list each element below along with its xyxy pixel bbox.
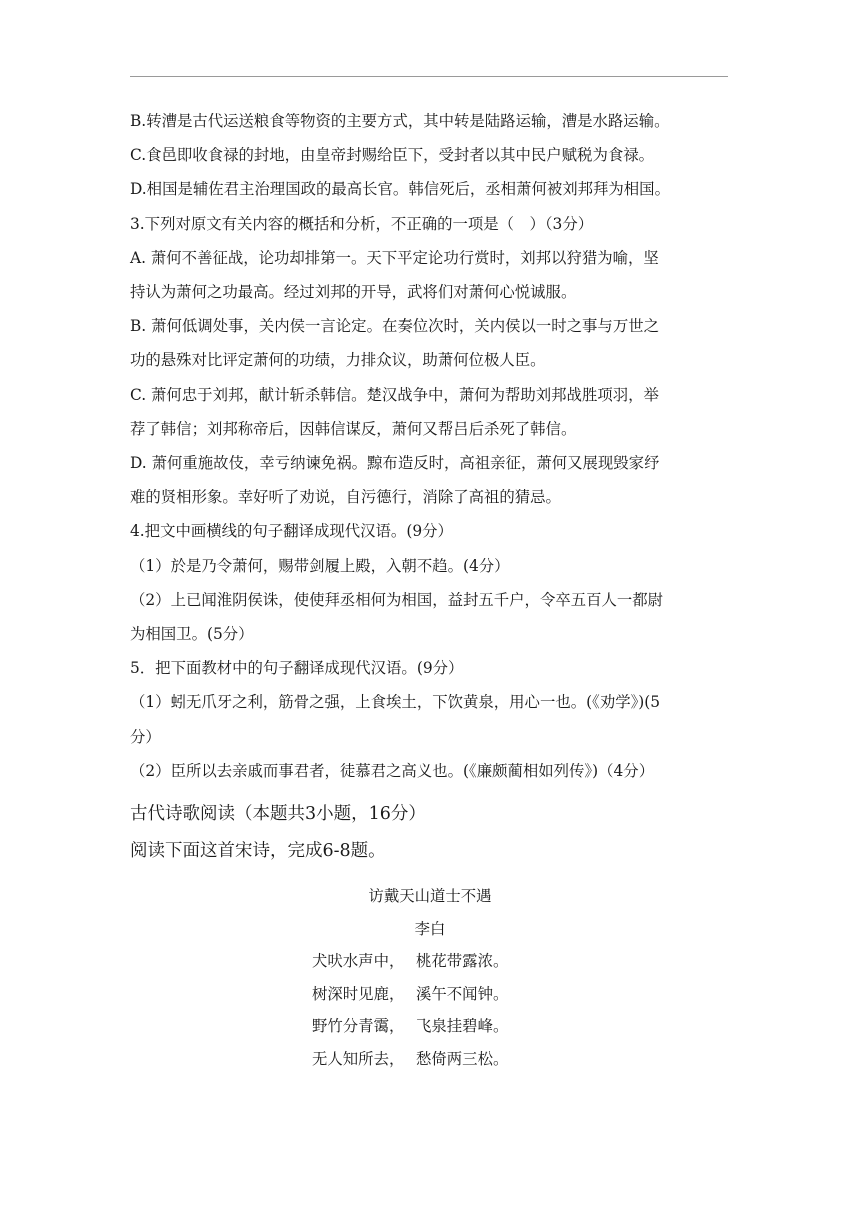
q3-option-c-line1: C. 萧何忠于刘邦，献计斩杀韩信。楚汉战争中，萧何为帮助刘邦战胜项羽，举 <box>130 385 659 404</box>
q3-option-a-line2: 持认为萧何之功最高。经过刘邦的开导，武将们对萧何心悦诚服。 <box>130 283 577 302</box>
question-4-stem: 4.把文中画横线的句子翻译成现代汉语。(9分） <box>130 522 453 541</box>
q3-option-c-line2: 荐了韩信；刘邦称帝后，因韩信谋反，萧何又帮吕后杀死了韩信。 <box>130 419 577 438</box>
poem-line-1-left: 犬吠水声中， <box>312 952 405 971</box>
q5-item-2: （2）臣所以去亲戚而事君者，徒慕君之高义也。(《廉颇蔺相如列传》)（4分） <box>130 761 655 780</box>
q4-item-1: （1）於是乃令萧何，赐带剑履上殿，入朝不趋。(4分） <box>130 556 510 575</box>
option-b-q2: B.转漕是古代运送粮食等物资的主要方式，其中转是陆路运输，漕是水路运输。 <box>130 112 670 130</box>
poem-line-3-left: 野竹分青霭， <box>312 1017 405 1036</box>
document-page <box>130 104 730 1076</box>
poem-line-2-right: 溪午不闻钟。 <box>416 984 509 1003</box>
poem-line-1 <box>130 945 730 978</box>
option-c-q2: C.食邑即收食禄的封地，由皇帝封赐给臣下，受封者以其中民户赋税为食禄。 <box>130 146 655 165</box>
section-title: 古代诗歌阅读（本题共3小题，16分） <box>130 804 426 825</box>
q4-item-2-line2: 为相国卫。(5分） <box>130 625 254 644</box>
poem-line-4 <box>130 1043 730 1076</box>
poem-line-4-left: 无人知所去， <box>312 1050 405 1069</box>
question-3-stem: 3.下列对原文有关内容的概括和分析，不正确的一项是（ ）（3分） <box>130 214 594 233</box>
q5-item-1-line1: （1）蚓无爪牙之利，筋骨之强，上食埃土，下饮黄泉，用心一也。(《劝学》)(5 <box>130 693 661 712</box>
q4-item-2-line1: （2）上已闻淮阴侯诛，使使拜丞相何为相国，益封五千户，令卒五百人一都尉 <box>130 590 664 609</box>
header-rule <box>130 76 728 77</box>
poem-line-4-right: 愁倚两三松。 <box>416 1050 509 1069</box>
poem-title: 访戴天山道士不遇 <box>368 887 492 906</box>
section-instruction: 阅读下面这首宋诗，完成6-8题。 <box>130 841 386 862</box>
poem-line-3-right: 飞泉挂碧峰。 <box>416 1017 509 1036</box>
q3-option-b-line2: 功的悬殊对比评定萧何的功绩，力排众议，助萧何位极人臣。 <box>130 351 546 370</box>
q5-item-1-line2: 分） <box>130 727 161 746</box>
option-d-q2: D.相国是辅佐君主治理国政的最高长官。韩信死后，丞相萧何被刘邦拜为相国。 <box>130 180 670 199</box>
q3-option-b-line1: B. 萧何低调处事，关内侯一言论定。在奏位次时，关内侯以一时之事与万世之 <box>130 317 659 336</box>
poem-author: 李白 <box>414 919 446 938</box>
poem-line-3 <box>130 1010 730 1043</box>
poem-line-1-right: 桃花带露浓。 <box>416 952 509 971</box>
poem-line-2-left: 树深时见鹿， <box>312 984 405 1003</box>
q3-option-d-line1: D. 萧何重施故伎，幸亏纳谏免祸。黥布造反时，高祖亲征，萧何又展现毁家纾 <box>130 454 660 473</box>
poem-line-2 <box>130 978 730 1011</box>
question-5-stem: 5．把下面教材中的句子翻译成现代汉语。(9分） <box>130 659 464 678</box>
q3-option-d-line2: 难的贤相形象。幸好听了劝说，自污德行，消除了高祖的猜忌。 <box>130 488 561 507</box>
q3-option-a-line1: A. 萧何不善征战，论功却排第一。天下平定论功行赏时，刘邦以狩猎为喻，坚 <box>130 248 659 267</box>
